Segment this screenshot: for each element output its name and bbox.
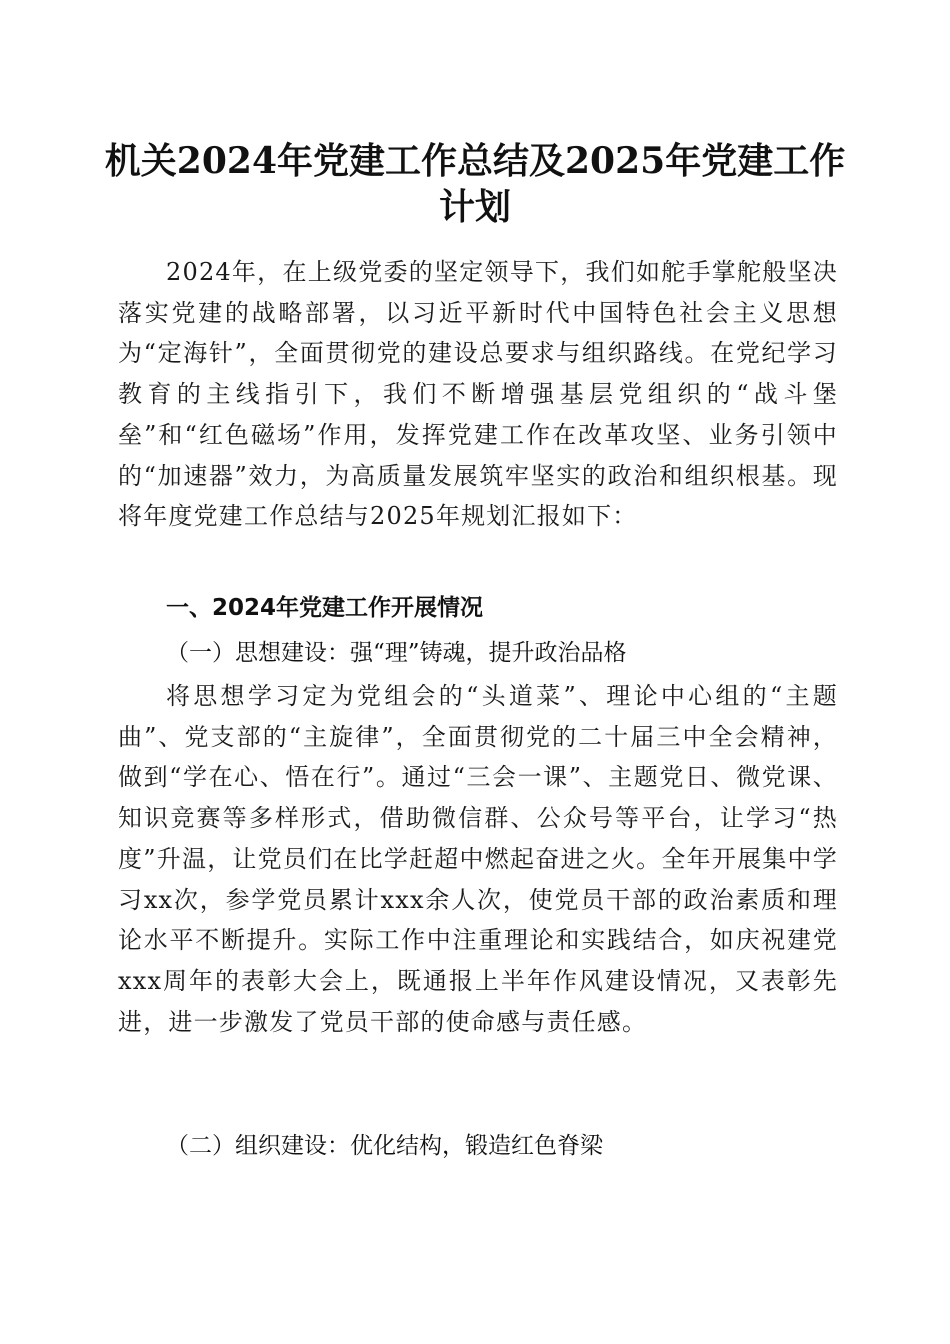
subsection-1-heading: （一）思想建设：强“理”铸魂，提升政治品格 <box>166 640 627 666</box>
section-1-heading: 一、2024年党建工作开展情况 <box>166 595 484 621</box>
document-title-line-1: 机关2024年党建工作总结及2025年党建工作 <box>104 140 846 182</box>
subsection-1-paragraph: 将思想学习定为党组会的“头道菜”、理论中心组的“主题曲”、党支部的“主旋律”，全面贯彻党的二十届三中全会精神，做到“学在心、悟在行”。通过“三会一课”、主题党日、微党课、知识竞赛等多样形式，借助微信群、公众号等平台，让学习“热度”升温，让党员们在比学赶超中燃起奋进之火。全年开展集中学习xx次，参学党员累计xxx余人次，使党员干部的政治素质和理论水平不断提升。实际工作中注重理论和实践结合，如庆祝建党xxx周年的表彰大会上，既通报上半年作风建设情况，又表彰先进，进一步激发了党员干部的使命感与责任感。 <box>118 682 838 1036</box>
intro-paragraph: 2024年，在上级党委的坚定领导下，我们如舵手掌舵般坚决落实党建的战略部署，以习近平新时代中国特色社会主义思想为“定海针”，全面贯彻党的建设总要求与组织路线。在党纪学习教育的主线指引下，我们不断增强基层党组织的“战斗堡垒”和“红色磁场”作用，发挥党建工作在改革攻坚、业务引领中的“加速器”效力，为高质量发展筑牢坚实的政治和组织根基。现将年度党建工作总结与2025年规划汇报如下： <box>118 258 838 531</box>
document-title-line-2: 计划 <box>438 186 511 228</box>
subsection-2-heading: （二）组织建设：优化结构，锻造红色脊梁 <box>166 1133 603 1159</box>
